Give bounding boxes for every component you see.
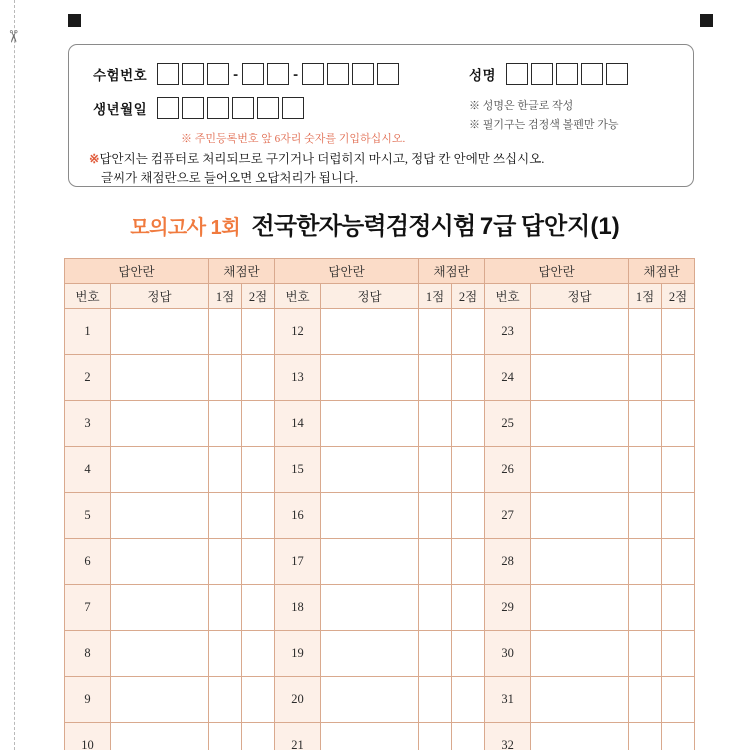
score-2pt-cell[interactable]	[452, 723, 485, 750]
score-2pt-cell[interactable]	[662, 401, 695, 447]
score-2pt-cell[interactable]	[662, 677, 695, 723]
score-2pt-cell[interactable]	[662, 631, 695, 677]
row-number: 27	[485, 493, 531, 539]
score-1pt-cell[interactable]	[629, 539, 662, 585]
table-row	[65, 309, 695, 355]
row-number: 16	[275, 493, 321, 539]
title-main-label: 전국한자능력검정시험	[251, 213, 476, 240]
score-2pt-cell[interactable]	[452, 355, 485, 401]
score-2pt-cell[interactable]	[662, 447, 695, 493]
score-1pt-cell[interactable]	[209, 723, 242, 750]
row-number: 21	[275, 723, 321, 750]
answer-input-cell[interactable]	[111, 677, 209, 723]
answer-input-cell[interactable]	[111, 539, 209, 585]
score-1pt-cell[interactable]	[629, 401, 662, 447]
birthdate-cell[interactable]	[157, 97, 179, 119]
row-number: 30	[485, 631, 531, 677]
group-header-score-2: 채점란	[419, 259, 485, 284]
score-2pt-cell[interactable]	[662, 355, 695, 401]
score-1pt-cell[interactable]	[629, 585, 662, 631]
table-row	[65, 723, 695, 750]
warning-star: ※	[89, 152, 100, 166]
score-1pt-cell[interactable]	[629, 677, 662, 723]
table-row	[65, 355, 695, 401]
score-2pt-cell[interactable]	[242, 723, 275, 750]
answer-input-cell[interactable]	[321, 631, 419, 677]
score-2pt-cell[interactable]	[452, 585, 485, 631]
score-1pt-cell[interactable]	[209, 677, 242, 723]
answer-input-cell[interactable]	[531, 401, 629, 447]
score-1pt-cell[interactable]	[209, 447, 242, 493]
score-1pt-cell[interactable]	[419, 309, 452, 355]
score-1pt-cell[interactable]	[629, 447, 662, 493]
score-2pt-cell[interactable]	[242, 447, 275, 493]
page-title	[0, 206, 750, 241]
score-1pt-cell[interactable]	[419, 631, 452, 677]
score-2pt-cell[interactable]	[452, 493, 485, 539]
row-number: 3	[65, 401, 111, 447]
score-2pt-cell[interactable]	[662, 539, 695, 585]
row-number: 31	[485, 677, 531, 723]
score-2pt-cell[interactable]	[452, 401, 485, 447]
table-row	[65, 493, 695, 539]
score-2pt-cell[interactable]	[242, 309, 275, 355]
score-2pt-cell[interactable]	[242, 539, 275, 585]
row-number: 12	[275, 309, 321, 355]
score-1pt-cell[interactable]	[419, 585, 452, 631]
exam-number-cell[interactable]	[352, 63, 374, 85]
answer-input-cell[interactable]	[111, 493, 209, 539]
exam-number-cell[interactable]	[157, 63, 179, 85]
score-2pt-cell[interactable]	[452, 631, 485, 677]
exam-number-label: 수험번호	[93, 68, 148, 83]
examinee-info-box	[68, 44, 694, 187]
register-mark-top-left	[68, 14, 81, 27]
title-suffix-label: 답안지(1)	[520, 213, 620, 240]
row-number: 29	[485, 585, 531, 631]
group-header-score-1: 채점란	[209, 259, 275, 284]
answer-input-cell[interactable]	[111, 585, 209, 631]
row-number: 10	[65, 723, 111, 750]
score-1pt-cell[interactable]	[209, 493, 242, 539]
score-2pt-cell[interactable]	[452, 539, 485, 585]
score-1pt-cell[interactable]	[629, 355, 662, 401]
row-number: 24	[485, 355, 531, 401]
score-1pt-cell[interactable]	[209, 585, 242, 631]
answer-input-cell[interactable]	[531, 355, 629, 401]
row-number: 25	[485, 401, 531, 447]
score-2pt-cell[interactable]	[452, 677, 485, 723]
score-2pt-cell[interactable]	[452, 309, 485, 355]
warning-text	[89, 150, 679, 189]
exam-number-cell[interactable]	[327, 63, 349, 85]
score-1pt-cell[interactable]	[209, 355, 242, 401]
row-number: 1	[65, 309, 111, 355]
table-row	[65, 539, 695, 585]
perforation-line	[14, 0, 15, 750]
score-1pt-cell[interactable]	[209, 631, 242, 677]
birthdate-row	[93, 97, 307, 119]
score-1pt-cell[interactable]	[629, 309, 662, 355]
table-row	[65, 401, 695, 447]
row-number: 4	[65, 447, 111, 493]
score-1pt-cell[interactable]	[629, 493, 662, 539]
answer-input-cell[interactable]	[531, 631, 629, 677]
name-cell[interactable]	[581, 63, 603, 85]
row-number: 9	[65, 677, 111, 723]
exam-number-row	[93, 63, 402, 85]
score-1pt-cell[interactable]	[419, 447, 452, 493]
answer-input-cell[interactable]	[321, 401, 419, 447]
answer-input-cell[interactable]	[321, 309, 419, 355]
table-row	[65, 631, 695, 677]
sub-header-point1-1: 1점	[209, 284, 242, 309]
score-1pt-cell[interactable]	[419, 401, 452, 447]
score-2pt-cell[interactable]	[242, 355, 275, 401]
name-note: ※ 성명은 한글로 작성	[469, 100, 574, 112]
exam-number-input[interactable]	[157, 63, 402, 85]
answer-input-cell[interactable]	[321, 723, 419, 750]
warning-line-2: 글씨가 채점란으로 들어오면 오답처리가 됩니다.	[101, 171, 359, 186]
answer-input-cell[interactable]	[321, 355, 419, 401]
answer-input-cell[interactable]	[531, 677, 629, 723]
row-number: 20	[275, 677, 321, 723]
name-label: 성명	[469, 68, 497, 83]
table-group-header-row	[65, 259, 695, 284]
row-number: 7	[65, 585, 111, 631]
birthdate-cell[interactable]	[282, 97, 304, 119]
answer-input-cell[interactable]	[531, 539, 629, 585]
score-2pt-cell[interactable]	[662, 585, 695, 631]
exam-number-cell[interactable]	[267, 63, 289, 85]
sub-header-answer-2: 정답	[321, 284, 419, 309]
row-number: 23	[485, 309, 531, 355]
birthdate-cell[interactable]	[182, 97, 204, 119]
sub-header-answer-3: 정답	[531, 284, 629, 309]
row-number: 26	[485, 447, 531, 493]
row-number: 6	[65, 539, 111, 585]
score-2pt-cell[interactable]	[242, 677, 275, 723]
row-number: 15	[275, 447, 321, 493]
table-row	[65, 447, 695, 493]
score-2pt-cell[interactable]	[662, 309, 695, 355]
sub-header-number-3: 번호	[485, 284, 531, 309]
score-2pt-cell[interactable]	[452, 447, 485, 493]
table-sub-header-row	[65, 284, 695, 309]
score-2pt-cell[interactable]	[242, 585, 275, 631]
score-1pt-cell[interactable]	[419, 493, 452, 539]
name-cell[interactable]	[531, 63, 553, 85]
row-number: 28	[485, 539, 531, 585]
sub-header-point1-2: 1점	[419, 284, 452, 309]
score-2pt-cell[interactable]	[662, 723, 695, 750]
group-header-answer-2: 답안란	[275, 259, 419, 284]
name-cell[interactable]	[506, 63, 528, 85]
sub-header-number-1: 번호	[65, 284, 111, 309]
score-1pt-cell[interactable]	[629, 723, 662, 750]
row-number: 17	[275, 539, 321, 585]
sub-header-point2-2: 2점	[452, 284, 485, 309]
answer-input-cell[interactable]	[111, 631, 209, 677]
score-1pt-cell[interactable]	[419, 723, 452, 750]
title-grade-label: 7급	[479, 213, 517, 240]
answer-table	[64, 258, 695, 750]
register-mark-top-right	[700, 14, 713, 27]
sub-header-number-2: 번호	[275, 284, 321, 309]
birthdate-cell[interactable]	[207, 97, 229, 119]
sub-header-answer-1: 정답	[111, 284, 209, 309]
row-number: 5	[65, 493, 111, 539]
answer-table-wrapper	[64, 258, 686, 750]
exam-number-cell[interactable]	[377, 63, 399, 85]
row-number: 8	[65, 631, 111, 677]
answer-input-cell[interactable]	[531, 447, 629, 493]
group-header-answer-3: 답안란	[485, 259, 629, 284]
score-2pt-cell[interactable]	[242, 493, 275, 539]
birthdate-label: 생년월일	[93, 102, 148, 117]
answer-input-cell[interactable]	[111, 355, 209, 401]
name-cell[interactable]	[556, 63, 578, 85]
answer-input-cell[interactable]	[111, 447, 209, 493]
score-1pt-cell[interactable]	[209, 539, 242, 585]
answer-input-cell[interactable]	[321, 539, 419, 585]
score-1pt-cell[interactable]	[209, 401, 242, 447]
answer-input-cell[interactable]	[111, 401, 209, 447]
sub-header-point2-3: 2점	[662, 284, 695, 309]
score-2pt-cell[interactable]	[242, 401, 275, 447]
answer-input-cell[interactable]	[531, 309, 629, 355]
answer-input-cell[interactable]	[111, 723, 209, 750]
table-row	[65, 677, 695, 723]
birthdate-input[interactable]	[157, 97, 307, 119]
row-number: 32	[485, 723, 531, 750]
answer-table-body	[65, 309, 695, 750]
name-row	[469, 63, 631, 85]
group-header-answer-1: 답안란	[65, 259, 209, 284]
sub-header-point2-1: 2점	[242, 284, 275, 309]
row-number: 13	[275, 355, 321, 401]
exam-number-cell[interactable]	[242, 63, 264, 85]
answer-input-cell[interactable]	[321, 677, 419, 723]
pen-note: ※ 필기구는 검정색 볼펜만 가능	[469, 119, 619, 131]
score-1pt-cell[interactable]	[419, 677, 452, 723]
birthdate-cell[interactable]	[257, 97, 279, 119]
name-cell[interactable]	[606, 63, 628, 85]
answer-input-cell[interactable]	[321, 585, 419, 631]
exam-number-separator: -	[233, 65, 239, 83]
exam-number-cell[interactable]	[207, 63, 229, 85]
answer-input-cell[interactable]	[531, 585, 629, 631]
score-2pt-cell[interactable]	[242, 631, 275, 677]
name-input[interactable]	[506, 63, 631, 85]
title-mock-label: 모의고사 1회	[130, 217, 241, 239]
sub-header-point1-3: 1점	[629, 284, 662, 309]
exam-number-cell[interactable]	[302, 63, 324, 85]
row-number: 14	[275, 401, 321, 447]
score-1pt-cell[interactable]	[419, 539, 452, 585]
exam-number-cell[interactable]	[182, 63, 204, 85]
group-header-score-3: 채점란	[629, 259, 695, 284]
table-row	[65, 585, 695, 631]
score-1pt-cell[interactable]	[629, 631, 662, 677]
row-number: 19	[275, 631, 321, 677]
birthdate-note: ※ 주민등록번호 앞 6자리 숫자를 기입하십시오.	[181, 133, 406, 145]
answer-input-cell[interactable]	[321, 447, 419, 493]
score-1pt-cell[interactable]	[209, 309, 242, 355]
row-number: 2	[65, 355, 111, 401]
answer-input-cell[interactable]	[531, 723, 629, 750]
birthdate-cell[interactable]	[232, 97, 254, 119]
answer-input-cell[interactable]	[321, 493, 419, 539]
warning-line-1: 답안지는 컴퓨터로 처리되므로 구기거나 더럽히지 마시고, 정답 칸 안에만 쓰십시오.	[99, 152, 545, 166]
exam-number-separator: -	[293, 65, 299, 83]
row-number: 18	[275, 585, 321, 631]
answer-input-cell[interactable]	[531, 493, 629, 539]
score-2pt-cell[interactable]	[662, 493, 695, 539]
scissors-icon: ✂	[3, 29, 23, 44]
answer-input-cell[interactable]	[111, 309, 209, 355]
score-1pt-cell[interactable]	[419, 355, 452, 401]
